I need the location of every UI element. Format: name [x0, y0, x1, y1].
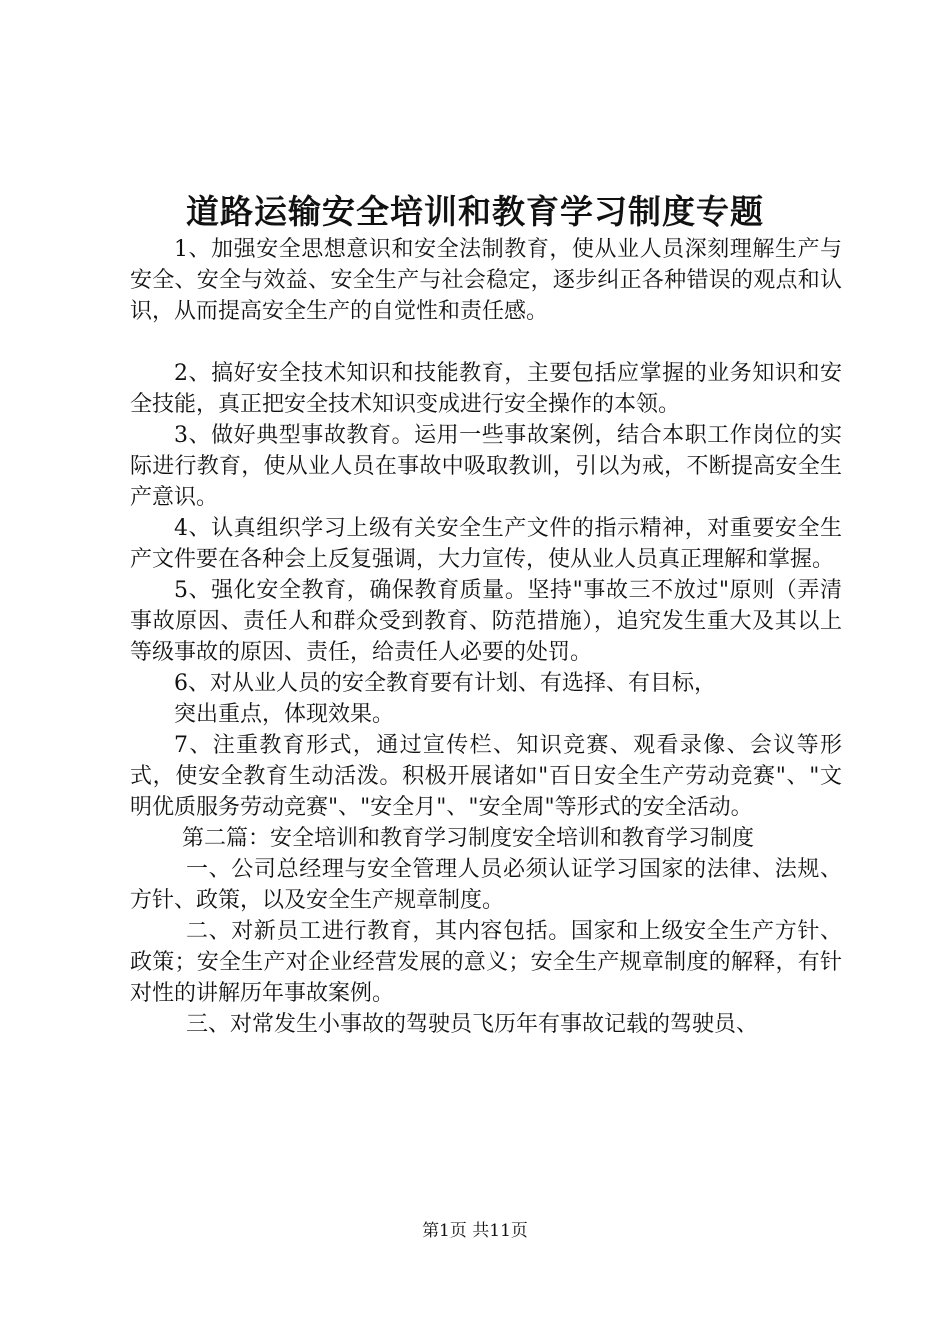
paragraph-6: 6、对从业人员的安全教育要有计划、有选择、有目标， [174, 671, 716, 696]
paragraph-1: 1、加强安全思想意识和安全法制教育，使从业人员深刻理解生产与安全、安全与效益、安全生产与社会稳定，逐步纠正各种错误的观点和认识，从而提高安全生产的自觉性和责任感。 [130, 237, 842, 324]
section-item-2: 二、对新员工进行教育，其内容包括。国家和上级安全生产方针、政策；安全生产对企业经营发展的意义；安全生产规章制度的解释，有针对性的讲解历年事故案例。 [130, 919, 842, 1006]
paragraph-6-continued: 突出重点，体现效果。 [174, 702, 395, 727]
paragraph-3: 3、做好典型事故教育。运用一些事故案例，结合本职工作岗位的实际进行教育，使从业人员在事故中吸取教训，引以为戒，不断提高安全生产意识。 [130, 423, 842, 510]
section-heading-part-two: 第二篇：安全培训和教育学习制度安全培训和教育学习制度 [182, 826, 755, 851]
paragraph-4: 4、认真组织学习上级有关安全生产文件的指示精神，对重要安全生产文件要在各种会上反复强调，大力宣传，使从业人员真正理解和掌握。 [130, 516, 842, 572]
document-title: 道路运输安全培训和教育学习制度专题 [186, 192, 764, 231]
paragraph-7: 7、注重教育形式，通过宣传栏、知识竞赛、观看录像、会议等形式，使安全教育生动活泼。积极开展诸如"百日安全生产劳动竞赛"、"文明优质服务劳动竞赛"、"安全月"、"安全周"等形式的安全活动。 [130, 733, 842, 820]
document-body [130, 234, 842, 1040]
paragraph-2: 2、搞好安全技术知识和技能教育，主要包括应掌握的业务知识和安全技能，真正把安全技术知识变成进行安全操作的本领。 [130, 361, 842, 417]
section-item-1: 一、公司总经理与安全管理人员必须认证学习国家的法律、法规、方针、政策，以及安全生产规章制度。 [130, 857, 842, 913]
page-footer: 第1页 共11页 [422, 1221, 528, 1241]
section-item-3: 三、对常发生小事故的驾驶员飞历年有事故记载的驾驶员、 [186, 1012, 759, 1037]
paragraph-5: 5、强化安全教育，确保教育质量。坚持"事故三不放过"原则（弄清事故原因、责任人和群众受到教育、防范措施），追究发生重大及其以上等级事故的原因、责任，给责任人必要的处罚。 [130, 578, 842, 665]
